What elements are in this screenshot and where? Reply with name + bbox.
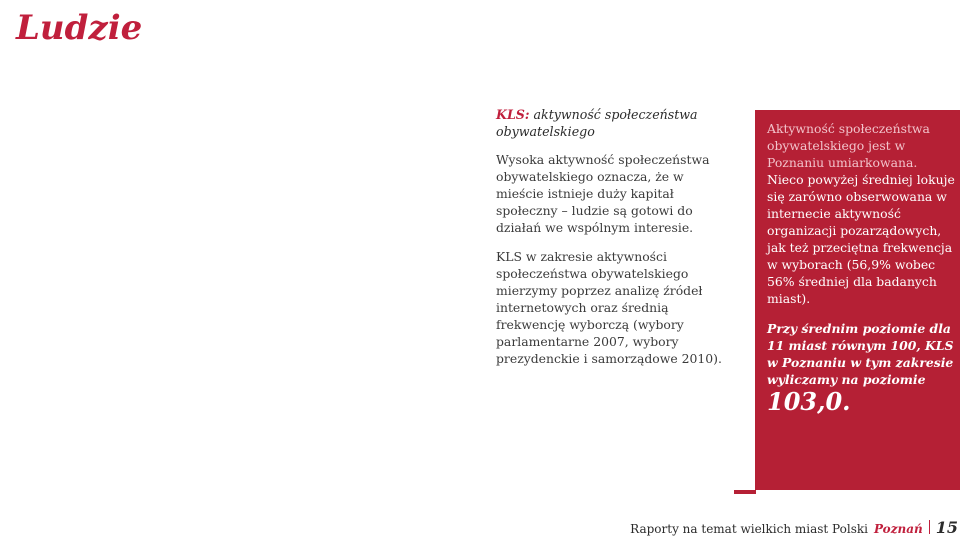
- panel-lead: Aktywność społeczeństwa obywatelskiego jest w Poznaniu umiarkowana.: [767, 121, 930, 170]
- panel-emphasis: Przy średnim poziomie dla 11 miast równym 100, KLS w Poznaniu w tym zakresie wyliczamy na poziomie: [767, 321, 954, 387]
- highlight-panel-text: [767, 120, 957, 416]
- panel-body: [767, 120, 957, 307]
- city-name: Poznań: [873, 522, 923, 536]
- kls-value: 103,0.: [767, 387, 851, 416]
- paragraph-1: Wysoka aktywność społeczeństwa obywatelskiego oznacza, że w mieście istnieje duży kapitał społeczny – ludzie są gotowi do działań we wspólnym interesie.: [496, 152, 710, 235]
- page-number: 15: [935, 518, 958, 537]
- paragraph-2: KLS w zakresie aktywności społeczeństwa obywatelskiego mierzymy poprzez analizę źródeł internetowych oraz średnią frekwencję wyborczą (wybory parlamentarne 2007, wybory prezydenckie i samorządowe 2010).: [496, 249, 722, 366]
- kls-label: KLS:: [496, 107, 530, 122]
- kls-description: [496, 106, 731, 379]
- panel-body-text: Nieco powyżej średniej lokuje się zarówno obserwowana w internecie aktywność organizacji pozarządowych, jak też przeciętna frekwencja w wyborach (56,9% wobec 56% średniej dla badanych miast).: [767, 172, 955, 306]
- report-title: Raporty na temat wielkich miast Polski: [630, 522, 868, 536]
- footer-divider: [929, 520, 930, 534]
- section-heading-text: aktywność społeczeństwa obywatelskiego: [496, 107, 698, 139]
- page-title: Ludzie: [16, 8, 143, 48]
- panel-accent-bar: [734, 490, 756, 494]
- page-footer: [630, 518, 960, 535]
- section-heading: [496, 106, 731, 140]
